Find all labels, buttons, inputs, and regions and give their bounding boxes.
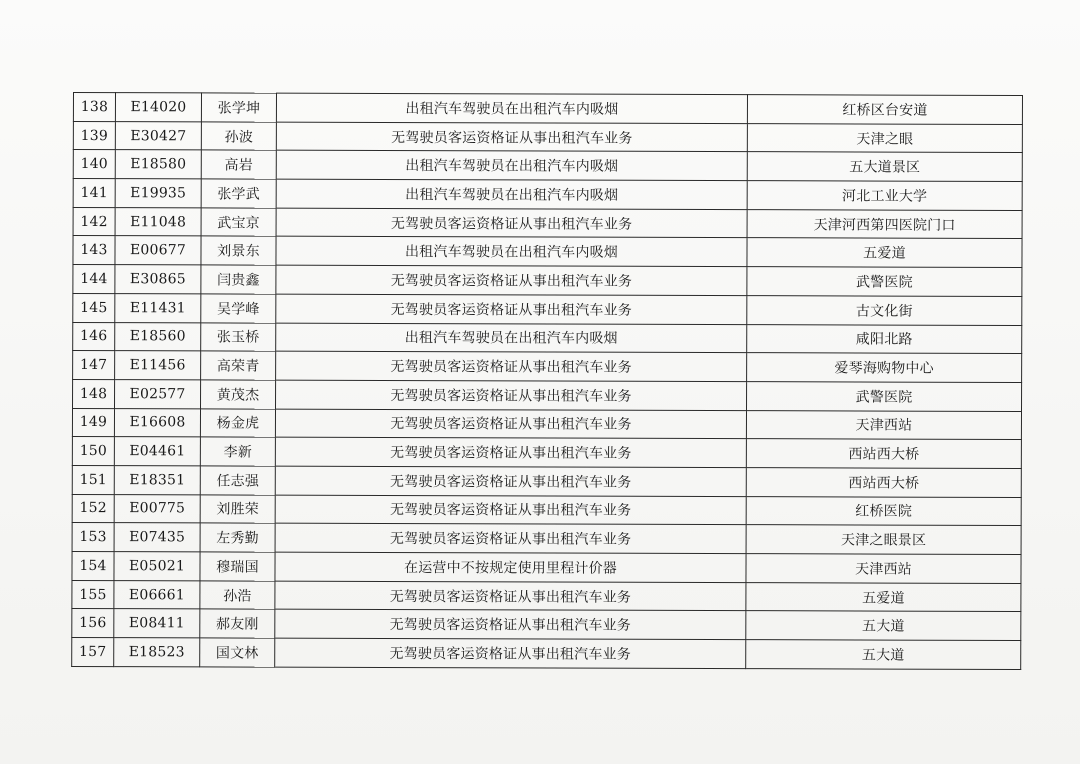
license-id-cell: E08411 [114,609,200,638]
table-row [73,322,1022,354]
driver-name-cell: 吴学峰 [201,294,276,323]
violation-cell: 无驾驶员客运资格证从事出租汽车业务 [276,294,747,324]
license-id-cell: E11048 [115,207,201,236]
driver-name-cell: 张学武 [201,179,276,208]
license-id-cell: E00677 [115,236,201,265]
driver-name-cell: 张玉桥 [201,322,276,351]
violation-cell: 无驾驶员客运资格证从事出租汽车业务 [275,495,746,525]
row-number-cell: 140 [73,150,115,179]
license-id-cell: E16608 [114,408,200,437]
location-cell: 五大道 [746,640,1021,670]
violation-cell: 无驾驶员客运资格证从事出租汽车业务 [275,409,746,439]
location-cell: 五爱道 [746,582,1021,612]
table-row [73,351,1022,383]
location-cell: 武警医院 [747,381,1022,411]
row-number-cell: 157 [72,638,114,667]
row-number-cell: 143 [73,236,115,265]
row-number-cell: 139 [73,121,115,150]
table-row [72,609,1021,641]
table-row [73,293,1022,325]
table-row [72,437,1021,469]
driver-name-cell: 刘景东 [201,236,276,265]
violation-cell: 出租汽车驾驶员在出租汽车内吸烟 [276,237,747,267]
table-row [73,236,1022,268]
row-number-cell: 146 [73,322,115,351]
row-number-cell: 147 [73,351,115,380]
row-number-cell: 156 [72,609,114,638]
violation-cell: 无驾驶员客运资格证从事出租汽车业务 [276,380,747,410]
row-number-cell: 138 [73,93,115,122]
table-row [73,179,1022,211]
license-id-cell: E06661 [114,580,200,609]
license-id-cell: E18351 [114,466,200,495]
driver-name-cell: 闫贵鑫 [201,265,276,294]
location-cell: 天津西站 [746,554,1021,584]
table-row [73,93,1022,125]
driver-name-cell: 高岩 [201,150,276,179]
violation-cell: 出租汽车驾驶员在出租汽车内吸烟 [276,323,747,353]
license-id-cell: E18560 [115,322,201,351]
table-row [73,121,1022,153]
table-row [72,580,1021,612]
row-number-cell: 150 [72,437,114,466]
location-cell: 西站西大桥 [746,468,1021,498]
driver-name-cell: 高荣青 [201,351,276,380]
location-cell: 河北工业大学 [747,181,1022,211]
row-number-cell: 141 [73,179,115,208]
violation-cell: 出租汽车驾驶员在出租汽车内吸烟 [276,151,747,181]
table-body [72,93,1023,670]
location-cell: 天津西站 [746,410,1021,440]
row-number-cell: 153 [72,523,114,552]
driver-name-cell: 穆瑞国 [200,552,275,581]
license-id-cell: E05021 [114,552,200,581]
license-id-cell: E11431 [115,293,201,322]
driver-name-cell: 武宝京 [201,208,276,237]
license-id-cell: E18523 [114,638,200,667]
row-number-cell: 151 [72,465,114,494]
violation-cell: 无驾驶员客运资格证从事出租汽车业务 [275,638,746,668]
violation-records-table [71,92,1023,670]
violation-cell: 无驾驶员客运资格证从事出租汽车业务 [276,122,747,152]
driver-name-cell: 国文林 [200,638,275,667]
violation-cell: 在运营中不按规定使用里程计价器 [275,552,746,582]
driver-name-cell: 张学坤 [201,93,276,122]
table-row [73,265,1022,297]
driver-name-cell: 黄茂杰 [201,380,276,409]
location-cell: 天津河西第四医院门口 [747,209,1022,239]
location-cell: 咸阳北路 [747,324,1022,354]
location-cell: 五爱道 [747,238,1022,268]
location-cell: 爱琴海购物中心 [747,353,1022,383]
license-id-cell: E00775 [114,494,200,523]
location-cell: 西站西大桥 [746,439,1021,469]
driver-name-cell: 杨金虎 [200,408,275,437]
row-number-cell: 149 [72,408,114,437]
violation-cell: 出租汽车驾驶员在出租汽车内吸烟 [276,179,747,209]
table-row [73,379,1022,411]
location-cell: 天津之眼 [747,123,1022,153]
table-row [72,551,1021,583]
table-row [72,638,1021,670]
violation-cell: 无驾驶员客运资格证从事出租汽车业务 [276,351,747,381]
row-number-cell: 144 [73,265,115,294]
location-cell: 红桥区台安道 [747,95,1022,125]
location-cell: 红桥医院 [746,496,1021,526]
table-row [72,523,1021,555]
violation-cell: 无驾驶员客运资格证从事出租汽车业务 [275,437,746,467]
license-id-cell: E02577 [115,380,201,409]
violation-cell: 无驾驶员客运资格证从事出租汽车业务 [275,523,746,553]
driver-name-cell: 孙浩 [200,581,275,610]
table-row [72,408,1021,440]
location-cell: 五大道 [746,611,1021,641]
location-cell: 武警医院 [747,267,1022,297]
violation-cell: 出租汽车驾驶员在出租汽车内吸烟 [276,93,747,123]
license-id-cell: E11456 [115,351,201,380]
violation-cell: 无驾驶员客运资格证从事出租汽车业务 [276,265,747,295]
row-number-cell: 155 [72,580,114,609]
violation-cell: 无驾驶员客运资格证从事出租汽车业务 [275,466,746,496]
location-cell: 五大道景区 [747,152,1022,182]
license-id-cell: E30865 [115,265,201,294]
location-cell: 古文化街 [747,295,1022,325]
license-id-cell: E14020 [115,93,201,122]
row-number-cell: 142 [73,207,115,236]
driver-name-cell: 李新 [200,437,275,466]
license-id-cell: E30427 [115,121,201,150]
violation-cell: 无驾驶员客运资格证从事出租汽车业务 [276,208,747,238]
table-row [73,207,1022,239]
license-id-cell: E07435 [114,523,200,552]
driver-name-cell: 左秀勤 [200,523,275,552]
location-cell: 天津之眼景区 [746,525,1021,555]
license-id-cell: E18580 [115,150,201,179]
row-number-cell: 148 [73,379,115,408]
row-number-cell: 154 [72,551,114,580]
license-id-cell: E19935 [115,179,201,208]
row-number-cell: 145 [73,293,115,322]
row-number-cell: 152 [72,494,114,523]
driver-name-cell: 孙波 [201,122,276,151]
driver-name-cell: 郝友刚 [200,609,275,638]
driver-name-cell: 任志强 [200,466,275,495]
violation-cell: 无驾驶员客运资格证从事出租汽车业务 [275,610,746,640]
table-row [72,465,1021,497]
driver-name-cell: 刘胜荣 [200,495,275,524]
violation-cell: 无驾驶员客运资格证从事出租汽车业务 [275,581,746,611]
table-row [73,150,1022,182]
table-row [72,494,1021,526]
license-id-cell: E04461 [114,437,200,466]
